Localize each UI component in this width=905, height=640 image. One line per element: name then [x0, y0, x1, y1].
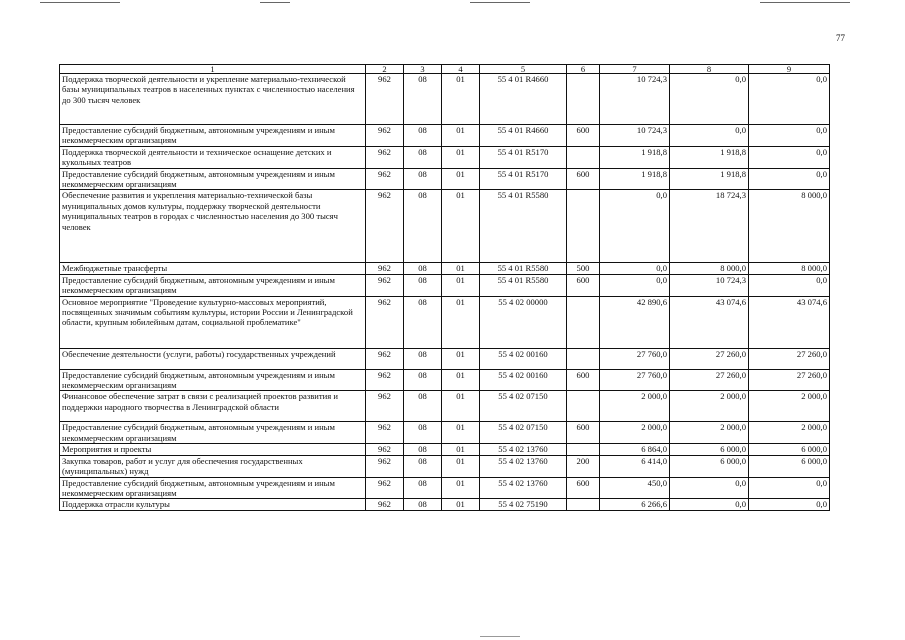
code-rz: 08: [404, 348, 442, 369]
code-gr: 962: [366, 146, 404, 168]
row-name: Межбюджетные трансферты: [60, 263, 366, 274]
budget-table: [59, 64, 830, 511]
row-name: Поддержка творческой деятельности и укрепление материально-технической базы муниципальных театров в населенных пунктах с численностью населения до 300 тысяч человек: [60, 74, 366, 125]
column-number: 7: [600, 65, 670, 74]
code-gr: 962: [366, 455, 404, 477]
table-row: [60, 125, 830, 147]
amount-year-1: 6 266,6: [600, 499, 670, 510]
column-number: 2: [366, 65, 404, 74]
column-number: 5: [480, 65, 567, 74]
code-vr: [567, 348, 600, 369]
amount-year-1: 6 414,0: [600, 455, 670, 477]
amount-year-2: 18 724,3: [670, 190, 749, 263]
code-vr: 600: [567, 125, 600, 147]
row-name: Финансовое обеспечение затрат в связи с реализацией проектов развития и поддержки народного творчества в Ленинградской области: [60, 391, 366, 422]
code-pr: 01: [442, 455, 480, 477]
table-row: [60, 369, 830, 391]
code-csr: 55 4 02 07150: [480, 391, 567, 422]
table-row: [60, 168, 830, 190]
amount-year-2: 0,0: [670, 125, 749, 147]
code-vr: [567, 146, 600, 168]
amount-year-2: 0,0: [670, 477, 749, 499]
column-number: 4: [442, 65, 480, 74]
table-row: [60, 499, 830, 510]
code-rz: 08: [404, 369, 442, 391]
amount-year-3: 43 074,6: [749, 296, 830, 348]
amount-year-1: 0,0: [600, 274, 670, 296]
code-gr: 962: [366, 263, 404, 274]
table-row: [60, 422, 830, 444]
amount-year-2: 1 918,8: [670, 146, 749, 168]
column-number-row: [60, 65, 830, 74]
code-vr: 600: [567, 369, 600, 391]
code-pr: 01: [442, 348, 480, 369]
amount-year-3: 2 000,0: [749, 422, 830, 444]
code-vr: [567, 499, 600, 510]
table-row: [60, 455, 830, 477]
row-name: Поддержка творческой деятельности и техническое оснащение детских и кукольных театров: [60, 146, 366, 168]
code-gr: 962: [366, 274, 404, 296]
row-name: Закупка товаров, работ и услуг для обеспечения государственных (муниципальных) нужд: [60, 455, 366, 477]
code-pr: 01: [442, 499, 480, 510]
code-rz: 08: [404, 477, 442, 499]
amount-year-1: 0,0: [600, 190, 670, 263]
amount-year-2: 2 000,0: [670, 391, 749, 422]
code-pr: 01: [442, 444, 480, 455]
amount-year-3: 0,0: [749, 168, 830, 190]
row-name: Мероприятия и проекты: [60, 444, 366, 455]
amount-year-2: 27 260,0: [670, 369, 749, 391]
amount-year-3: 0,0: [749, 146, 830, 168]
column-number: 6: [567, 65, 600, 74]
row-name: Поддержка отрасли культуры: [60, 499, 366, 510]
amount-year-3: 27 260,0: [749, 348, 830, 369]
row-name: Предоставление субсидий бюджетным, автономным учреждениям и иным некоммерческим организациям: [60, 168, 366, 190]
amount-year-3: 8 000,0: [749, 190, 830, 263]
amount-year-3: 0,0: [749, 74, 830, 125]
table-row: [60, 348, 830, 369]
amount-year-3: 2 000,0: [749, 391, 830, 422]
amount-year-1: 1 918,8: [600, 146, 670, 168]
amount-year-2: 27 260,0: [670, 348, 749, 369]
column-number: 3: [404, 65, 442, 74]
table-row: [60, 296, 830, 348]
table-row: [60, 477, 830, 499]
amount-year-2: 6 000,0: [670, 455, 749, 477]
code-rz: 08: [404, 296, 442, 348]
code-rz: 08: [404, 274, 442, 296]
code-gr: 962: [366, 444, 404, 455]
code-gr: 962: [366, 422, 404, 444]
code-gr: 962: [366, 369, 404, 391]
code-pr: 01: [442, 168, 480, 190]
amount-year-1: 27 760,0: [600, 369, 670, 391]
code-vr: [567, 444, 600, 455]
code-rz: 08: [404, 444, 442, 455]
amount-year-1: 27 760,0: [600, 348, 670, 369]
code-rz: 08: [404, 455, 442, 477]
table-row: [60, 444, 830, 455]
code-pr: 01: [442, 477, 480, 499]
amount-year-2: 43 074,6: [670, 296, 749, 348]
amount-year-1: 2 000,0: [600, 391, 670, 422]
amount-year-2: 2 000,0: [670, 422, 749, 444]
table-row: [60, 274, 830, 296]
code-gr: 962: [366, 348, 404, 369]
code-pr: 01: [442, 74, 480, 125]
amount-year-1: 2 000,0: [600, 422, 670, 444]
code-vr: [567, 391, 600, 422]
row-name: Основное мероприятие "Проведение культурно-массовых мероприятий, посвященных значимым событиям культуры, истории России и Ленинградской области, крупным юбилейным датам, социальной проблематике": [60, 296, 366, 348]
amount-year-1: 10 724,3: [600, 125, 670, 147]
code-rz: 08: [404, 74, 442, 125]
code-pr: 01: [442, 369, 480, 391]
table-row: [60, 190, 830, 263]
amount-year-1: 0,0: [600, 263, 670, 274]
code-csr: 55 4 02 00160: [480, 369, 567, 391]
code-rz: 08: [404, 168, 442, 190]
code-vr: 600: [567, 422, 600, 444]
code-rz: 08: [404, 499, 442, 510]
amount-year-2: 0,0: [670, 74, 749, 125]
amount-year-1: 450,0: [600, 477, 670, 499]
column-number: 8: [670, 65, 749, 74]
amount-year-3: 0,0: [749, 499, 830, 510]
amount-year-2: 8 000,0: [670, 263, 749, 274]
amount-year-2: 6 000,0: [670, 444, 749, 455]
amount-year-3: 6 000,0: [749, 444, 830, 455]
row-name: Обеспечение развития и укрепления материально-технической базы муниципальных домов культуры, поддержку творческой деятельности муниципальных театров в городах с численностью населения до 300 тысяч человек: [60, 190, 366, 263]
scan-top-edge: [0, 0, 905, 5]
code-gr: 962: [366, 168, 404, 190]
code-csr: 55 4 02 00000: [480, 296, 567, 348]
amount-year-1: 10 724,3: [600, 74, 670, 125]
code-vr: 600: [567, 274, 600, 296]
code-csr: 55 4 02 75190: [480, 499, 567, 510]
code-gr: 962: [366, 296, 404, 348]
table-row: [60, 263, 830, 274]
code-rz: 08: [404, 125, 442, 147]
code-gr: 962: [366, 74, 404, 125]
amount-year-2: 1 918,8: [670, 168, 749, 190]
amount-year-3: 0,0: [749, 477, 830, 499]
code-gr: 962: [366, 391, 404, 422]
code-pr: 01: [442, 391, 480, 422]
row-name: Предоставление субсидий бюджетным, автономным учреждениям и иным некоммерческим организациям: [60, 125, 366, 147]
table-row: [60, 74, 830, 125]
row-name: Обеспечение деятельности (услуги, работы) государственных учреждений: [60, 348, 366, 369]
table-row: [60, 391, 830, 422]
code-csr: 55 4 01 R5170: [480, 168, 567, 190]
code-pr: 01: [442, 296, 480, 348]
code-vr: [567, 74, 600, 125]
page-number: 77: [836, 33, 845, 43]
amount-year-2: 10 724,3: [670, 274, 749, 296]
amount-year-3: 8 000,0: [749, 263, 830, 274]
amount-year-1: 42 890,6: [600, 296, 670, 348]
code-vr: 500: [567, 263, 600, 274]
code-vr: 200: [567, 455, 600, 477]
code-csr: 55 4 01 R5580: [480, 190, 567, 263]
code-vr: [567, 190, 600, 263]
code-vr: 600: [567, 477, 600, 499]
code-pr: 01: [442, 422, 480, 444]
code-csr: 55 4 01 R4660: [480, 74, 567, 125]
code-csr: 55 4 01 R5580: [480, 263, 567, 274]
row-name: Предоставление субсидий бюджетным, автономным учреждениям и иным некоммерческим организациям: [60, 274, 366, 296]
amount-year-3: 27 260,0: [749, 369, 830, 391]
code-csr: 55 4 02 13760: [480, 444, 567, 455]
column-number: 9: [749, 65, 830, 74]
code-csr: 55 4 01 R5580: [480, 274, 567, 296]
code-rz: 08: [404, 422, 442, 444]
code-pr: 01: [442, 274, 480, 296]
amount-year-3: 6 000,0: [749, 455, 830, 477]
code-gr: 962: [366, 477, 404, 499]
code-pr: 01: [442, 125, 480, 147]
code-pr: 01: [442, 263, 480, 274]
code-csr: 55 4 02 00160: [480, 348, 567, 369]
amount-year-1: 1 918,8: [600, 168, 670, 190]
amount-year-3: 0,0: [749, 125, 830, 147]
code-csr: 55 4 02 07150: [480, 422, 567, 444]
amount-year-2: 0,0: [670, 499, 749, 510]
code-vr: 600: [567, 168, 600, 190]
code-rz: 08: [404, 391, 442, 422]
code-rz: 08: [404, 146, 442, 168]
amount-year-3: 0,0: [749, 274, 830, 296]
code-gr: 962: [366, 125, 404, 147]
scan-bottom-mark: [480, 636, 520, 637]
code-csr: 55 4 02 13760: [480, 455, 567, 477]
code-rz: 08: [404, 263, 442, 274]
row-name: Предоставление субсидий бюджетным, автономным учреждениям и иным некоммерческим организациям: [60, 422, 366, 444]
column-number: 1: [60, 65, 366, 74]
amount-year-1: 6 864,0: [600, 444, 670, 455]
code-pr: 01: [442, 146, 480, 168]
row-name: Предоставление субсидий бюджетным, автономным учреждениям и иным некоммерческим организациям: [60, 369, 366, 391]
row-name: Предоставление субсидий бюджетным, автономным учреждениям и иным некоммерческим организациям: [60, 477, 366, 499]
code-rz: 08: [404, 190, 442, 263]
code-csr: 55 4 02 13760: [480, 477, 567, 499]
table-row: [60, 146, 830, 168]
code-gr: 962: [366, 190, 404, 263]
code-csr: 55 4 01 R5170: [480, 146, 567, 168]
code-gr: 962: [366, 499, 404, 510]
code-csr: 55 4 01 R4660: [480, 125, 567, 147]
code-pr: 01: [442, 190, 480, 263]
code-vr: [567, 296, 600, 348]
